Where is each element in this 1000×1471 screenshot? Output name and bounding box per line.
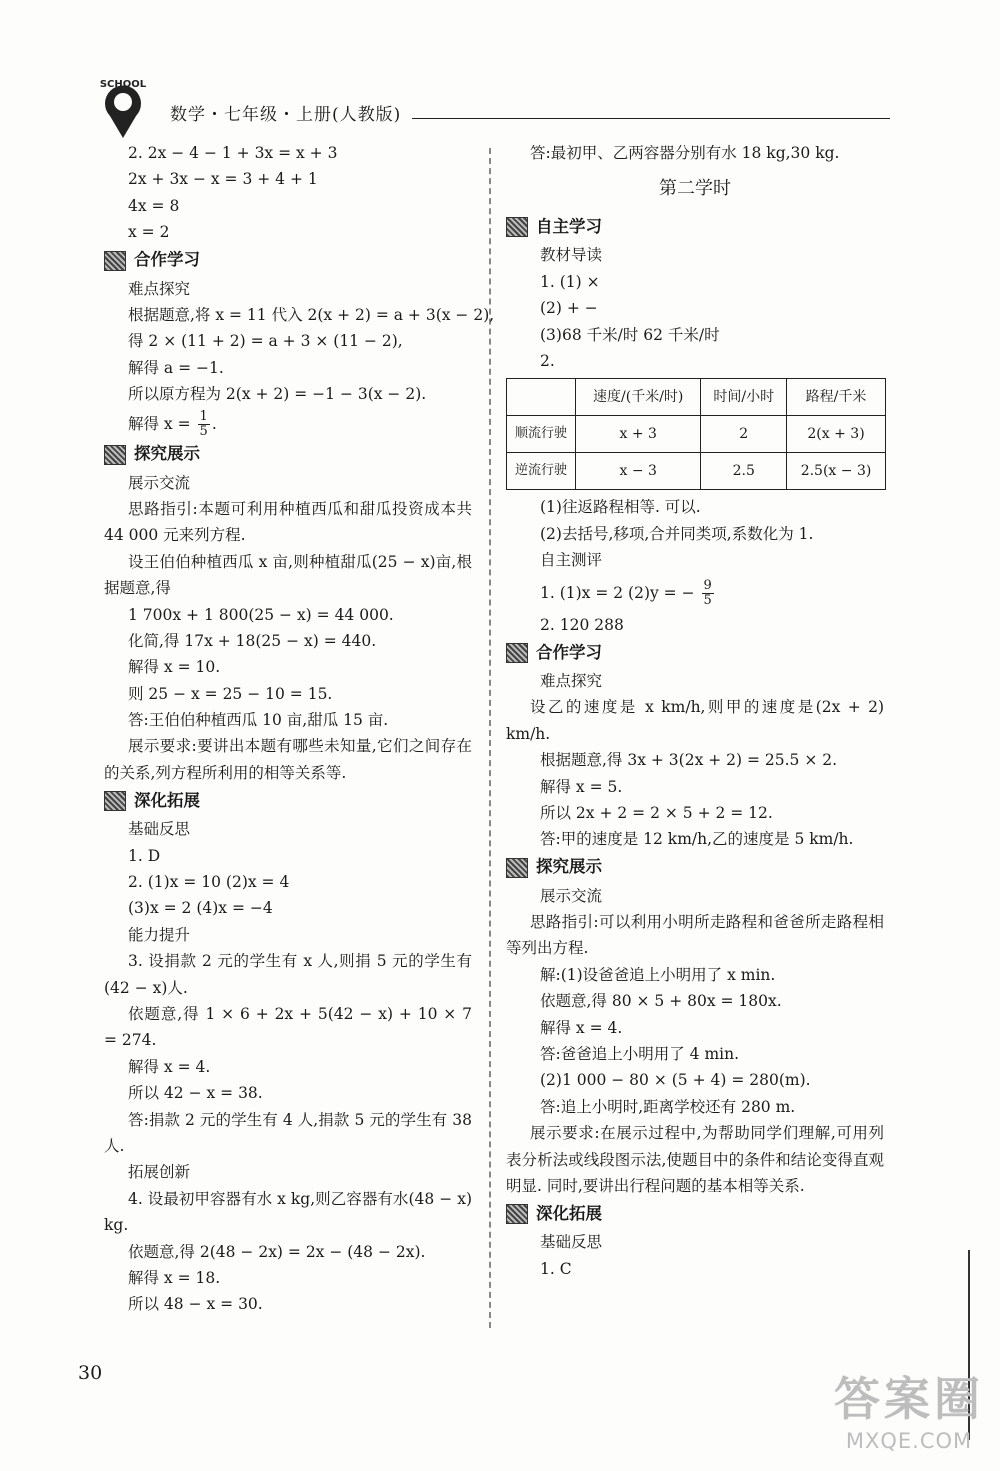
watermark-url: MXQE.COM [845,1429,973,1453]
table-header-cell: 时间/小时 [701,379,787,416]
table-header-cell: 路程/千米 [787,379,886,416]
table-row [507,453,886,490]
section-title: 探究展示 [134,444,200,464]
watermark-logo-text: 答案圈 [834,1372,984,1426]
answer-line: 1. C [540,1259,572,1278]
section-heading-exploration-display [104,440,472,470]
answer-line: (3)68 千米/时 62 千米/时 [540,325,720,344]
answer-line: (2) + − [540,299,598,318]
answer-line: 1. (1) × [540,272,600,291]
answer-line: (1)往返路程相等. 可以. [540,498,701,517]
subheading: 展示交流 [128,473,191,492]
paragraph: 展示要求:在展示过程中,为帮助同学们理解,可用列表分析法或线段图示法,使题目中的条件和结论变得直观明显. 同时,要讲出行程问题的基本相等关系. [506,1124,884,1196]
solve-text: 解得 x = [128,414,191,433]
paragraph: 设乙的速度是 x km/h,则甲的速度是(2x + 2) km/h. [506,698,884,743]
section-icon [104,445,126,465]
table-cell: x − 3 [576,453,701,490]
solution-line [104,408,472,440]
solution-line: 1 700x + 1 800(25 − x) = 44 000. [128,605,394,624]
solution-line: 所以 48 − x = 30. [128,1295,263,1314]
subheading: 难点探究 [540,671,603,690]
solution-line: 所以原方程为 2(x + 2) = −1 − 3(x − 2). [128,385,427,404]
section-icon [506,1204,528,1224]
paragraph: 思路指引:本题可利用种植西瓜和甜瓜投资成本共 44 000 元来列方程. [104,499,472,545]
subheading: 难点探究 [128,279,191,298]
equation-line: x = 2 [128,223,170,242]
solution-line: 解得 x = 10. [128,658,221,677]
section-heading-cooperative-learning [506,638,884,668]
fraction-numerator: 9 [703,578,712,594]
section-heading-exploration-display [506,853,884,883]
solution-line: 答:甲的速度是 12 km/h,乙的速度是 5 km/h. [540,830,854,849]
section-title: 探究展示 [536,857,602,877]
solution-line: 解得 x = 4. [128,1057,211,1076]
section-heading-deepening-extension [506,1199,884,1229]
solution-line: 根据题意,得 3x + 3(2x + 2) = 25.5 × 2. [540,751,838,770]
solution-line: 答:爸爸追上小明用了 4 min. [540,1045,740,1064]
solution-line: 根据题意,将 x = 11 代入 2(x + 2) = a + 3(x − 2), [128,305,495,324]
paragraph: 4. 设最初甲容器有水 x kg,则乙容器有水(48 − x) kg. [104,1189,472,1235]
watermark [834,1363,984,1453]
fraction-denominator: 5 [199,424,208,440]
fraction-numerator: 1 [199,409,208,425]
speed-table [506,378,886,490]
section-heading-cooperative-learning [104,246,472,276]
solution-line: 答:王伯伯种植西瓜 10 亩,甜瓜 15 亩. [128,711,389,730]
paragraph: 思路指引:可以利用小明所走路程和爸爸所走路程相等列出方程. [506,913,884,958]
header-rule [412,118,890,119]
solution-line: 答:追上小明时,距离学校还有 280 m. [540,1097,796,1116]
subheading: 基础反思 [540,1233,603,1252]
answer-line: 答:最初甲、乙两容器分别有水 18 kg,30 kg. [530,144,840,162]
section-heading-deepening-extension [104,786,472,816]
section-title: 深化拓展 [536,1204,602,1224]
table-cell: x + 3 [576,416,701,453]
section-icon [104,791,126,811]
answer-line [506,574,884,612]
subheading: 拓展创新 [128,1163,191,1182]
section-title: 合作学习 [134,250,200,270]
self-test-text: 1. (1)x = 2 (2)y = − [540,583,695,602]
solution-line: 依题意,得 2(48 − 2x) = 2x − (48 − 2x). [128,1242,426,1261]
table-cell: 顺流行驶 [507,416,576,453]
table-row [507,416,886,453]
section-heading-self-study [506,212,884,242]
equation-line: 2x + 3x − x = 3 + 4 + 1 [128,170,318,189]
solution-line: 依题意,得 80 × 5 + 80x = 180x. [540,992,782,1011]
answer-line: 2. 120 288 [540,615,624,634]
solution-line: 所以 2x + 2 = 2 × 5 + 2 = 12. [540,803,773,822]
solution-line: 解得 x = 5. [540,777,623,796]
paragraph: 依题意,得 1 × 6 + 2x + 5(42 − x) + 10 × 7 = 274. [104,1005,472,1050]
page-number: 30 [78,1362,103,1384]
answer-line: 1. D [128,846,161,865]
solution-line: 则 25 − x = 25 − 10 = 15. [128,684,333,703]
subheading: 基础反思 [128,820,191,839]
table-header-cell [507,379,576,416]
section-title: 自主学习 [536,217,602,237]
section-title: 深化拓展 [134,791,200,811]
table-cell: 2 [701,416,787,453]
header-title: 数学・七年级・上册(人教版) [170,105,402,125]
svg-text:SCHOOL: SCHOOL [99,79,147,90]
section-title: 合作学习 [536,642,602,662]
table-header-cell: 速度/(千米/时) [576,379,701,416]
solution-line: 解得 x = 18. [128,1269,221,1288]
left-column [104,140,495,1318]
equation-line: 2. 2x − 4 − 1 + 3x = x + 3 [128,144,338,162]
solution-line: 解:(1)设爸爸追上小明用了 x min. [540,965,776,984]
solution-line: 得 2 × (11 + 2) = a + 3 × (11 − 2), [128,332,403,351]
table-cell: 2(x + 3) [787,416,886,453]
solution-line: 解得 x = 4. [540,1018,623,1037]
section-icon [104,251,126,271]
school-logo [92,78,154,140]
paragraph: 答:捐款 2 元的学生有 4 人,捐款 5 元的学生有 38 人. [104,1110,472,1156]
subheading: 能力提升 [128,925,191,944]
section-icon [506,643,528,663]
solution-line: 解得 a = −1. [128,358,224,377]
paragraph: 展示要求:要讲出本题有哪些未知量,它们之间存在的关系,列方程所利用的相等关系等. [104,737,472,782]
subheading: 展示交流 [540,886,603,905]
fraction [198,410,210,439]
section-icon [506,858,528,878]
answer-line: (2)去括号,移项,合并同类项,系数化为 1. [540,524,814,543]
section-icon [506,217,528,237]
table-cell: 逆流行驶 [507,453,576,490]
equation-line: 4x = 8 [128,196,180,215]
period: . [211,414,217,433]
paragraph: 设王伯伯种植西瓜 x 亩,则种植甜瓜(25 − x)亩,根据题意,得 [104,552,472,598]
table-cell: 2.5(x − 3) [787,453,886,490]
paragraph: 3. 设捐款 2 元的学生有 x 人,则捐 5 元的学生有(42 − x)人. [104,952,472,997]
lesson-title: 第二学时 [659,178,731,200]
table-header-row [507,379,886,416]
fraction-denominator: 5 [703,593,712,609]
right-column [506,140,884,1282]
fraction [702,579,714,608]
answer-line: 2. [540,351,555,370]
solution-line: 所以 42 − x = 38. [128,1084,263,1103]
answer-line: (3)x = 2 (4)x = −4 [128,899,273,918]
answer-line: 2. (1)x = 10 (2)x = 4 [128,873,290,892]
table-cell: 2.5 [701,453,787,490]
subheading: 自主测评 [540,551,603,570]
solution-line: 化简,得 17x + 18(25 − x) = 440. [128,631,377,650]
subheading: 教材导读 [540,246,603,265]
solution-line: (2)1 000 − 80 × (5 + 4) = 280(m). [540,1071,811,1090]
